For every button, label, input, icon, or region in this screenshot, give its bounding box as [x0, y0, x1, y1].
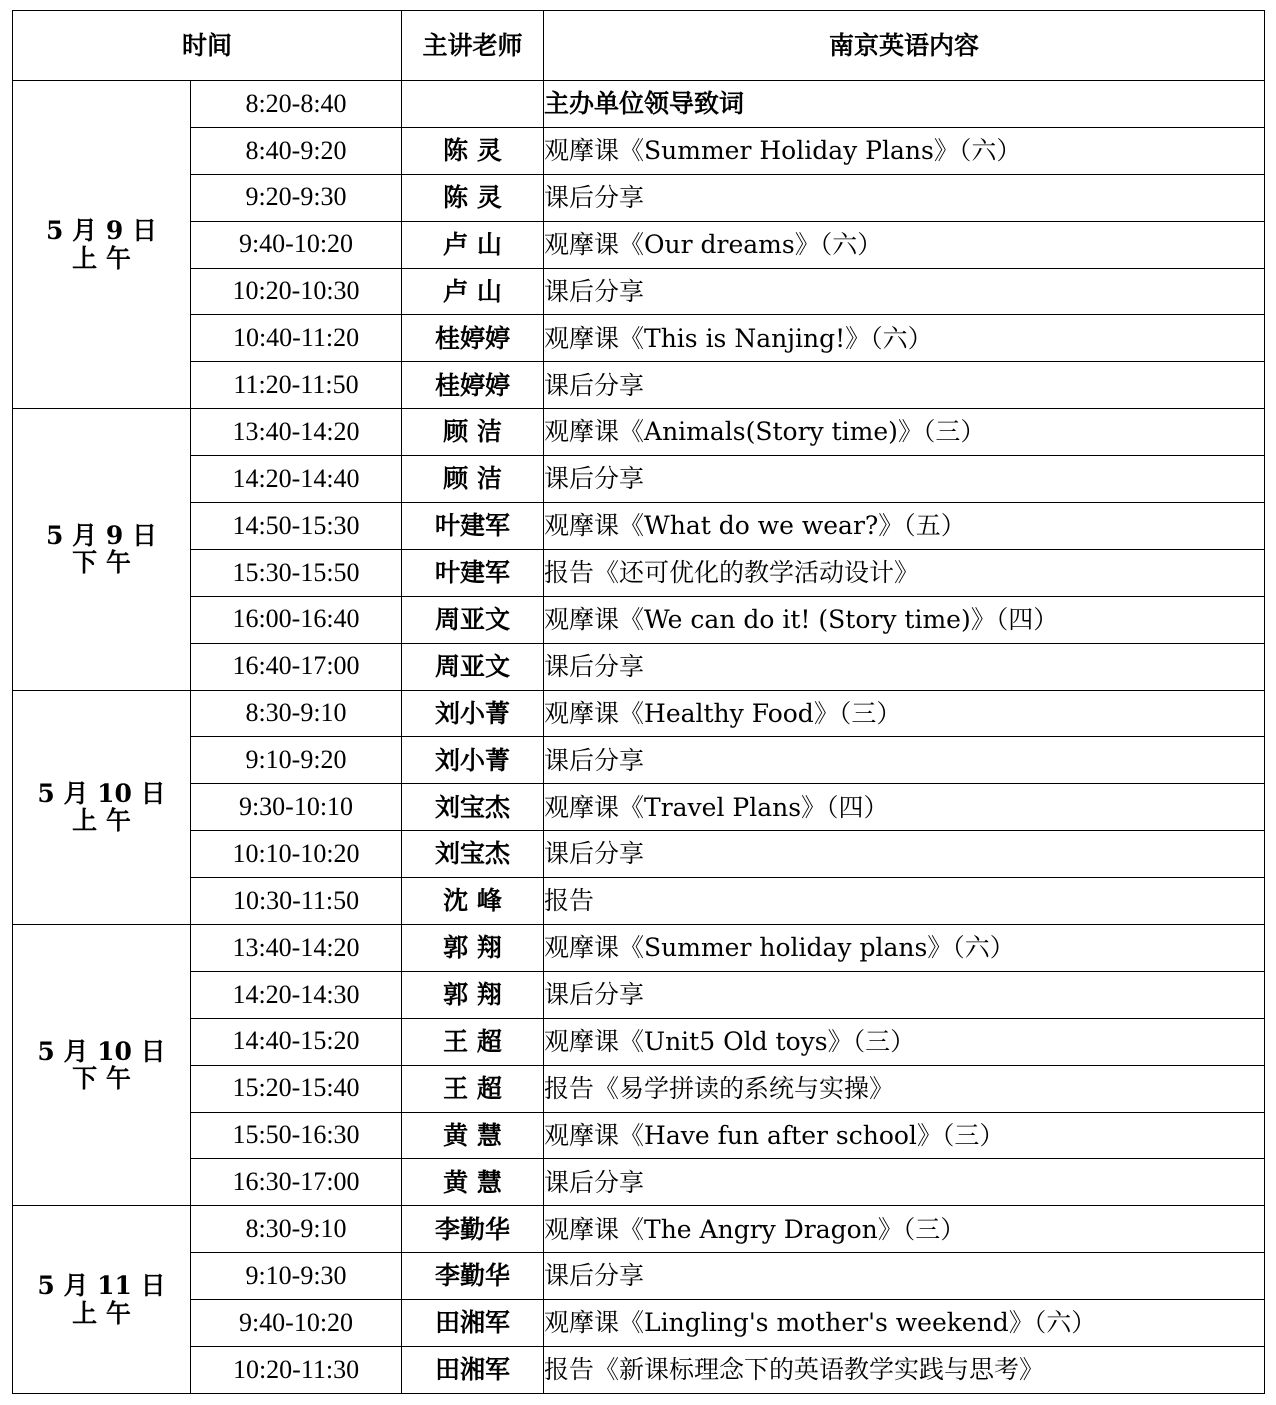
- session-content: 报告《易学拼读的系统与实操》: [544, 1065, 1265, 1112]
- session-date-cell: [13, 690, 191, 924]
- table-row: [13, 456, 1265, 503]
- session-content: 观摩课《Lingling's mother's weekend》（六）: [544, 1300, 1265, 1347]
- table-row: [13, 596, 1265, 643]
- time-slot: 15:50-16:30: [191, 1112, 402, 1159]
- teacher-name: 李勤华: [402, 1206, 544, 1253]
- header-teacher: 主讲老师: [402, 11, 544, 81]
- time-slot: 14:20-14:40: [191, 456, 402, 503]
- teacher-name: 田湘军: [402, 1300, 544, 1347]
- session-content: 课后分享: [544, 1159, 1265, 1206]
- teacher-name: 叶建军: [402, 549, 544, 596]
- session-content: 观摩课《Animals(Story time)》（三）: [544, 409, 1265, 456]
- time-slot: 9:40-10:20: [191, 221, 402, 268]
- session-content: 报告《还可优化的教学活动设计》: [544, 549, 1265, 596]
- session-date-cell: [13, 925, 191, 1206]
- table-row: [13, 409, 1265, 456]
- table-row: [13, 831, 1265, 878]
- table-row: [13, 784, 1265, 831]
- time-slot: 9:10-9:30: [191, 1253, 402, 1300]
- teacher-name: 桂婷婷: [402, 315, 544, 362]
- teacher-name: 顾 洁: [402, 456, 544, 503]
- table-row: [13, 1112, 1265, 1159]
- session-content: 课后分享: [544, 737, 1265, 784]
- time-slot: 8:20-8:40: [191, 81, 402, 128]
- session-content: 课后分享: [544, 268, 1265, 315]
- session-content: 课后分享: [544, 456, 1265, 503]
- session-content: 报告: [544, 878, 1265, 925]
- time-slot: 15:20-15:40: [191, 1065, 402, 1112]
- time-slot: 11:20-11:50: [191, 362, 402, 409]
- teacher-name: 周亚文: [402, 596, 544, 643]
- session-content: 观摩课《We can do it! (Story time)》（四）: [544, 596, 1265, 643]
- time-slot: 16:40-17:00: [191, 643, 402, 690]
- teacher-name: 卢 山: [402, 221, 544, 268]
- time-slot: 9:20-9:30: [191, 174, 402, 221]
- session-content: 观摩课《Summer holiday plans》（六）: [544, 925, 1265, 972]
- teacher-name: 李勤华: [402, 1253, 544, 1300]
- table-row: [13, 503, 1265, 550]
- table-row: [13, 1065, 1265, 1112]
- time-slot: 10:20-11:30: [191, 1347, 402, 1394]
- table-row: [13, 1253, 1265, 1300]
- table-row: [13, 643, 1265, 690]
- header-content: 南京英语内容: [544, 11, 1265, 81]
- session-content: 观摩课《Have fun after school》（三）: [544, 1112, 1265, 1159]
- session-period: 下 午: [72, 1064, 131, 1094]
- table-row: [13, 1206, 1265, 1253]
- session-period: 上 午: [72, 1298, 131, 1328]
- table-row: [13, 1300, 1265, 1347]
- session-content: 报告《新课标理念下的英语教学实践与思考》: [544, 1347, 1265, 1394]
- table-row: [13, 268, 1265, 315]
- session-content: 课后分享: [544, 831, 1265, 878]
- table-row: [13, 1159, 1265, 1206]
- session-content: 观摩课《This is Nanjing!》（六）: [544, 315, 1265, 362]
- time-slot: 13:40-14:20: [191, 925, 402, 972]
- header-row: [13, 11, 1265, 81]
- table-row: [13, 362, 1265, 409]
- table-row: [13, 81, 1265, 128]
- session-content: 观摩课《Our dreams》（六）: [544, 221, 1265, 268]
- teacher-name: 王 超: [402, 1018, 544, 1065]
- time-slot: 14:20-14:30: [191, 971, 402, 1018]
- session-date: 5 月 11 日: [37, 1271, 166, 1301]
- session-content: 课后分享: [544, 643, 1265, 690]
- teacher-name: 郭 翔: [402, 925, 544, 972]
- time-slot: 10:10-10:20: [191, 831, 402, 878]
- time-slot: 10:30-11:50: [191, 878, 402, 925]
- session-content: 课后分享: [544, 362, 1265, 409]
- time-slot: 9:30-10:10: [191, 784, 402, 831]
- session-content: 观摩课《The Angry Dragon》（三）: [544, 1206, 1265, 1253]
- session-date: 5 月 10 日: [37, 778, 166, 808]
- table-row: [13, 549, 1265, 596]
- teacher-name: 黄 慧: [402, 1112, 544, 1159]
- table-row: [13, 221, 1265, 268]
- table-row: [13, 690, 1265, 737]
- time-slot: 9:10-9:20: [191, 737, 402, 784]
- teacher-name: 刘小菁: [402, 690, 544, 737]
- session-content: 观摩课《What do we wear?》（五）: [544, 503, 1265, 550]
- teacher-name: 黄 慧: [402, 1159, 544, 1206]
- header-time: 时间: [13, 11, 402, 81]
- teacher-name: 刘小菁: [402, 737, 544, 784]
- session-content: 观摩课《Unit5 Old toys》（三）: [544, 1018, 1265, 1065]
- table-row: [13, 1018, 1265, 1065]
- session-content: 课后分享: [544, 971, 1265, 1018]
- teacher-name: 王 超: [402, 1065, 544, 1112]
- teacher-name: 郭 翔: [402, 971, 544, 1018]
- time-slot: 10:40-11:20: [191, 315, 402, 362]
- teacher-name: 陈 灵: [402, 127, 544, 174]
- session-content: 观摩课《Summer Holiday Plans》（六）: [544, 127, 1265, 174]
- time-slot: 13:40-14:20: [191, 409, 402, 456]
- schedule-body: [13, 81, 1265, 1394]
- time-slot: 14:50-15:30: [191, 503, 402, 550]
- time-slot: 9:40-10:20: [191, 1300, 402, 1347]
- session-content: 观摩课《Healthy Food》（三）: [544, 690, 1265, 737]
- time-slot: 14:40-15:20: [191, 1018, 402, 1065]
- teacher-name: 卢 山: [402, 268, 544, 315]
- session-date-cell: [13, 81, 191, 409]
- session-date-cell: [13, 1206, 191, 1394]
- session-date: 5 月 9 日: [46, 216, 157, 246]
- session-content: 主办单位领导致词: [544, 81, 1265, 128]
- time-slot: 10:20-10:30: [191, 268, 402, 315]
- teacher-name: 周亚文: [402, 643, 544, 690]
- session-date: 5 月 9 日: [46, 520, 157, 550]
- session-date-cell: [13, 409, 191, 690]
- table-row: [13, 925, 1265, 972]
- session-period: 上 午: [72, 243, 131, 273]
- teacher-name: 沈 峰: [402, 878, 544, 925]
- time-slot: 16:00-16:40: [191, 596, 402, 643]
- session-period: 上 午: [72, 806, 131, 836]
- table-row: [13, 315, 1265, 362]
- teacher-name: 桂婷婷: [402, 362, 544, 409]
- session-content: 观摩课《Travel Plans》（四）: [544, 784, 1265, 831]
- time-slot: 8:30-9:10: [191, 690, 402, 737]
- session-date: 5 月 10 日: [37, 1036, 166, 1066]
- teacher-name: 刘宝杰: [402, 784, 544, 831]
- table-row: [13, 174, 1265, 221]
- table-row: [13, 127, 1265, 174]
- time-slot: 16:30-17:00: [191, 1159, 402, 1206]
- teacher-name: 顾 洁: [402, 409, 544, 456]
- time-slot: 15:30-15:50: [191, 549, 402, 596]
- teacher-name: 陈 灵: [402, 174, 544, 221]
- table-row: [13, 1347, 1265, 1394]
- time-slot: 8:40-9:20: [191, 127, 402, 174]
- table-row: [13, 878, 1265, 925]
- table-row: [13, 737, 1265, 784]
- session-period: 下 午: [72, 548, 131, 578]
- table-row: [13, 971, 1265, 1018]
- teacher-name: 刘宝杰: [402, 831, 544, 878]
- teacher-name: 叶建军: [402, 503, 544, 550]
- teacher-name: 田湘军: [402, 1347, 544, 1394]
- session-content: 课后分享: [544, 174, 1265, 221]
- schedule-table: [12, 10, 1265, 1394]
- teacher-name: [402, 81, 544, 128]
- time-slot: 8:30-9:10: [191, 1206, 402, 1253]
- session-content: 课后分享: [544, 1253, 1265, 1300]
